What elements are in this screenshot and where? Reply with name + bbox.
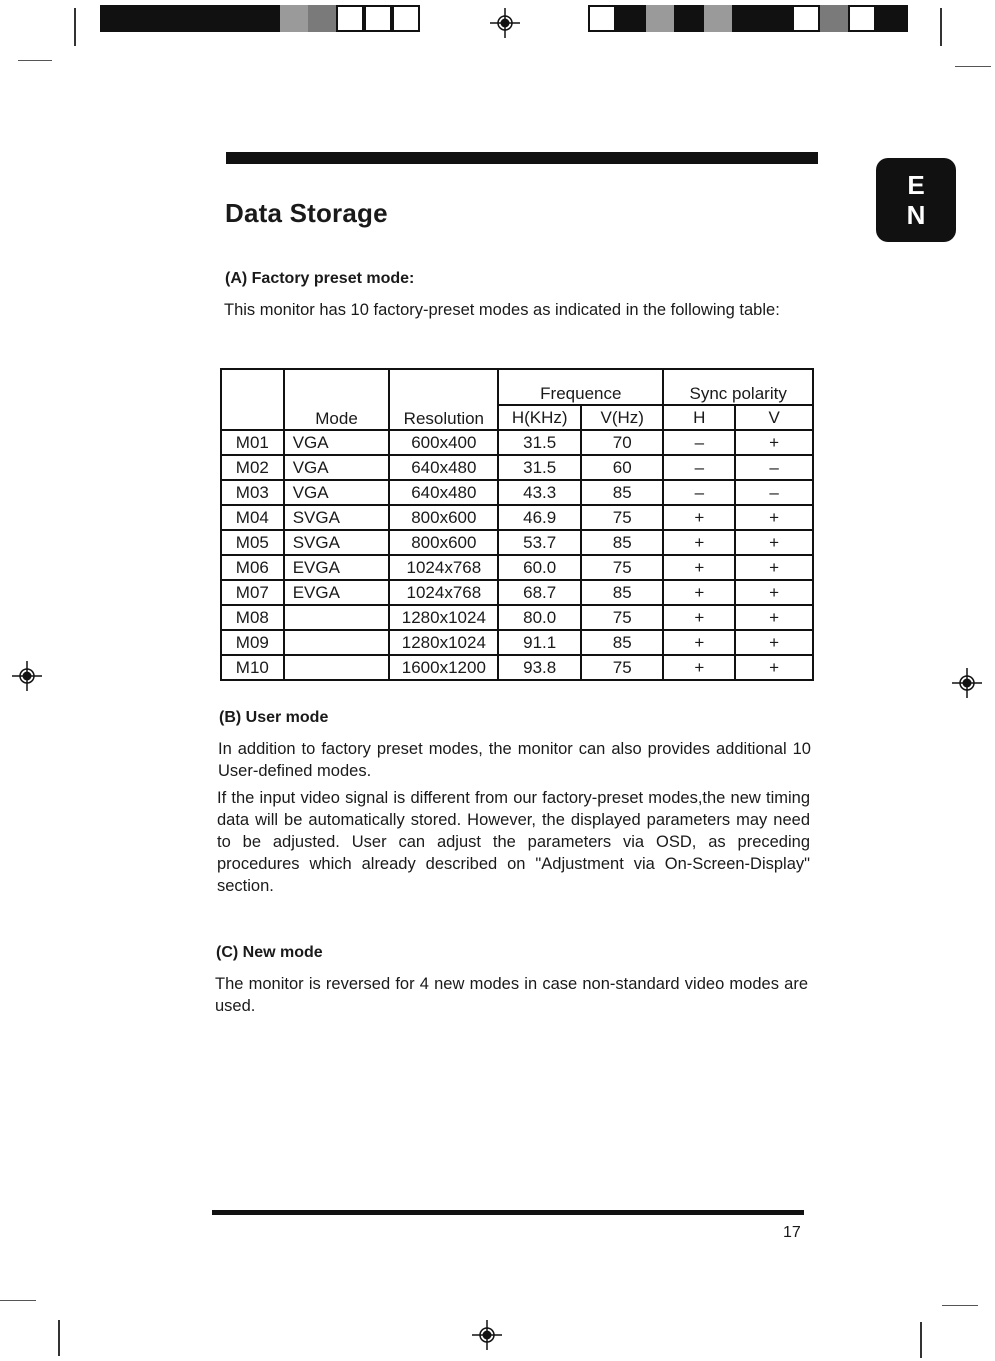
- table-cell-resolution: 600x400: [389, 430, 498, 455]
- table-cell-resolution: 1280x1024: [389, 605, 498, 630]
- section-b-heading: (B) User mode: [219, 709, 329, 726]
- table-cell-resolution: 1024x768: [389, 555, 498, 580]
- table-cell-v-hz: 85: [581, 630, 663, 655]
- page-title: Data Storage: [225, 198, 388, 228]
- table-cell-v-hz: 70: [581, 430, 663, 455]
- table-cell-h-khz: 80.0: [498, 605, 581, 630]
- table-cell-h-khz: 46.9: [498, 505, 581, 530]
- color-calibration-bar: [100, 5, 420, 32]
- language-tab-letter: N: [906, 200, 926, 230]
- footer-rule: [212, 1210, 804, 1215]
- table-cell-mode-id: M08: [221, 605, 284, 630]
- table-cell-sync-v: +: [735, 505, 813, 530]
- color-calibration-bar: [588, 5, 908, 32]
- language-tab: [876, 158, 956, 242]
- table-cell-sync-v: +: [735, 430, 813, 455]
- registration-crosshair-icon: [490, 8, 520, 38]
- section-c-heading: (C) New mode: [216, 944, 323, 961]
- table-cell-sync-v: +: [735, 605, 813, 630]
- table-cell-v-hz: 60: [581, 455, 663, 480]
- table-cell-v-hz: 85: [581, 480, 663, 505]
- table-cell-resolution: 800x600: [389, 505, 498, 530]
- table-cell-sync-v: +: [735, 630, 813, 655]
- table-header-cell: [221, 369, 284, 430]
- table-cell-v-hz: 75: [581, 605, 663, 630]
- table-cell-mode: VGA: [284, 430, 390, 455]
- table-cell-sync-h: +: [663, 655, 735, 680]
- header-rule: [226, 152, 818, 164]
- table-cell-mode-id: M06: [221, 555, 284, 580]
- table-row: [221, 555, 813, 580]
- table-header-mode: Mode: [284, 369, 390, 430]
- table-cell-resolution: 1600x1200: [389, 655, 498, 680]
- table-cell-mode-id: M10: [221, 655, 284, 680]
- section-b-paragraph-2: If the input video signal is different from our factory-preset modes,the new timing data will be automatically stored. However, the displayed parameters may need to be adjusted. User can adjust the parameters via OSD, as preceding procedures which already described on "Adjustment via On-Screen-Display" section.: [217, 789, 810, 895]
- table-cell-sync-v: +: [735, 530, 813, 555]
- table-header-sync-polarity: Sync polarity: [663, 369, 813, 405]
- crop-mark: [942, 1305, 978, 1306]
- table-cell-resolution: 640x480: [389, 455, 498, 480]
- table-cell-mode: EVGA: [284, 580, 390, 605]
- table-cell-mode: SVGA: [284, 530, 390, 555]
- crop-mark: [58, 1320, 60, 1356]
- table-header-sync-v: V: [735, 405, 813, 430]
- table-cell-mode-id: M04: [221, 505, 284, 530]
- table-header-v-hz: V(Hz): [581, 405, 663, 430]
- registration-crosshair-icon: [12, 661, 42, 691]
- preset-modes-table: [220, 368, 814, 681]
- crop-mark: [18, 60, 52, 61]
- table-row: [221, 455, 813, 480]
- table-cell-v-hz: 85: [581, 530, 663, 555]
- table-cell-resolution: 640x480: [389, 480, 498, 505]
- table-cell-mode: [284, 630, 390, 655]
- table-row: [221, 505, 813, 530]
- table-header-resolution: Resolution: [389, 369, 498, 430]
- registration-crosshair-icon: [952, 668, 982, 698]
- table-body: [221, 430, 813, 680]
- table-cell-h-khz: 43.3: [498, 480, 581, 505]
- table-row: [221, 655, 813, 680]
- table-cell-sync-v: +: [735, 655, 813, 680]
- table-cell-mode-id: M05: [221, 530, 284, 555]
- crop-mark: [940, 8, 942, 46]
- crop-mark: [955, 66, 991, 67]
- table-cell-sync-v: +: [735, 580, 813, 605]
- table-cell-v-hz: 85: [581, 580, 663, 605]
- table-cell-mode: VGA: [284, 455, 390, 480]
- table-cell-sync-v: +: [735, 555, 813, 580]
- table-cell-sync-h: –: [663, 455, 735, 480]
- table-cell-sync-h: +: [663, 605, 735, 630]
- table-header-sync-h: H: [663, 405, 735, 430]
- table-cell-mode-id: M03: [221, 480, 284, 505]
- table-cell-mode-id: M07: [221, 580, 284, 605]
- table-cell-sync-h: +: [663, 580, 735, 605]
- table-cell-mode-id: M02: [221, 455, 284, 480]
- table-group-header-row: [221, 369, 813, 405]
- table-cell-h-khz: 68.7: [498, 580, 581, 605]
- table-cell-mode: SVGA: [284, 505, 390, 530]
- table-header-frequence: Frequence: [498, 369, 663, 405]
- section-a-text: This monitor has 10 factory-preset modes as indicated in the following table:: [224, 301, 780, 319]
- crop-mark: [920, 1322, 922, 1358]
- registration-crosshair-icon: [472, 1320, 502, 1350]
- table-cell-sync-h: +: [663, 530, 735, 555]
- table-cell-sync-h: –: [663, 480, 735, 505]
- table-row: [221, 580, 813, 605]
- table-row: [221, 480, 813, 505]
- table-cell-mode: [284, 605, 390, 630]
- table-cell-sync-v: –: [735, 480, 813, 505]
- table-cell-mode: EVGA: [284, 555, 390, 580]
- table-cell-h-khz: 60.0: [498, 555, 581, 580]
- table-cell-sync-v: –: [735, 455, 813, 480]
- language-tab-letter: E: [907, 170, 925, 200]
- crop-mark: [0, 1300, 36, 1301]
- table-cell-v-hz: 75: [581, 555, 663, 580]
- section-c-text: The monitor is reversed for 4 new modes in case non-standard video modes are used.: [215, 975, 808, 1015]
- table-cell-h-khz: 93.8: [498, 655, 581, 680]
- page-number: 17: [783, 1224, 801, 1241]
- table-row: [221, 630, 813, 655]
- table-row: [221, 605, 813, 630]
- table-cell-mode: VGA: [284, 480, 390, 505]
- table-cell-v-hz: 75: [581, 655, 663, 680]
- table-cell-mode-id: M09: [221, 630, 284, 655]
- table-cell-mode-id: M01: [221, 430, 284, 455]
- table-cell-resolution: 800x600: [389, 530, 498, 555]
- table-cell-h-khz: 53.7: [498, 530, 581, 555]
- table-row: [221, 430, 813, 455]
- table-cell-sync-h: +: [663, 630, 735, 655]
- section-a-heading: (A) Factory preset mode:: [225, 270, 415, 287]
- table-header-h-khz: H(KHz): [498, 405, 581, 430]
- table-cell-h-khz: 31.5: [498, 430, 581, 455]
- table-cell-sync-h: –: [663, 430, 735, 455]
- table-cell-h-khz: 31.5: [498, 455, 581, 480]
- table-cell-resolution: 1024x768: [389, 580, 498, 605]
- table-cell-mode: [284, 655, 390, 680]
- table-cell-sync-h: +: [663, 505, 735, 530]
- table-cell-v-hz: 75: [581, 505, 663, 530]
- table-cell-h-khz: 91.1: [498, 630, 581, 655]
- crop-mark: [74, 8, 76, 46]
- table-cell-sync-h: +: [663, 555, 735, 580]
- table-row: [221, 530, 813, 555]
- table-cell-resolution: 1280x1024: [389, 630, 498, 655]
- section-b-paragraph-1: In addition to factory preset modes, the monitor can also provides additional 10 User-defined modes.: [218, 740, 811, 780]
